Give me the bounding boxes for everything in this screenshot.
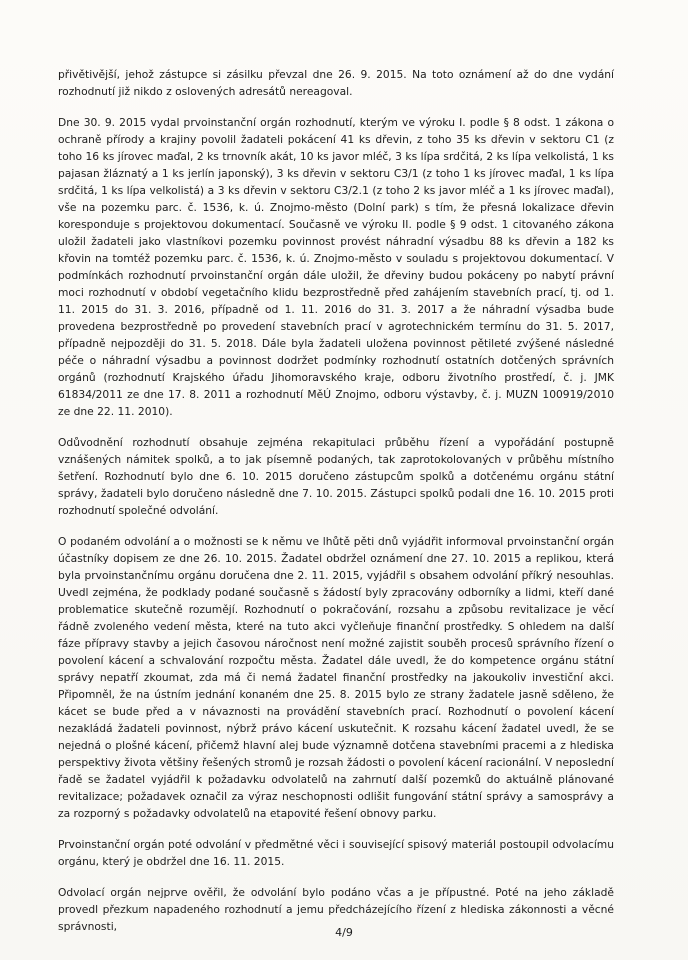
paragraph-2: Dne 30. 9. 2015 vydal prvoinstanční orgán rozhodnutí, kterým ve výroku I. podle § 8 odst. 1 zákona o ochraně přírody a krajiny povolil žadateli pokácení 41 ks dřevin, z toho 35 ks dřevin v sektoru C1 (z toho 16 ks jírovec maďal, 2 ks trnovník akát, 10 ks javor mléč, 3 ks lípa srdčitá, 2 ks lípa velkolistá, 1 ks pajasan žláznatý a 1 ks jerlín japonský), 3 ks dřevin v sektoru C3/1 (z toho 1 ks jírovec maďal, 1 ks lípa srdčitá, 1 ks lípa velkolistá) a 3 ks dřevin v sektoru C3/2.1 (z toho 2 ks javor mléč a 1 ks jírovec maďal), vše na pozemku parc. č. 1536, k. ú. Znojmo-město (Dolní park) s tím, že přesná lokalizace dřevin koresponduje s projektovou dokumentací. Současně ve výroku II. podle § 9 odst. 1 citovaného zákona uložil žadateli jako vlastníkovi pozemku povinnost provést náhradní výsadbu 88 ks dřevin a 182 ks křovin na tomtéž pozemku parc. č. 1536, k. ú. Znojmo-město v souladu s projektovou dokumentací. V podmínkách rozhodnutí prvoinstanční orgán dále uložil, že dřeviny budou pokáceny po nabytí právní moci rozhodnutí v období vegetačního klidu bezprostředně před zahájením stavebních prací, tj. od 1. 11. 2015 do 31. 3. 2016, případně od 1. 11. 2016 do 31. 3. 2017 a že náhradní výsadba bude provedena bezprostředně po provedení stavebních prací v agrotechnickém termínu do 31. 5. 2017, případně nejpozději do 31. 5. 2018. Dále byla žadateli uložena povinnost pětileté zvýšené následné péče o náhradní výsadbu a povinnost dodržet podmínky rozhodnutí ostatních dotčených správních orgánů (rozhodnutí Krajského úřadu Jihomoravského kraje, odboru životního prostředí, č. j. JMK 61834/2011 ze dne 17. 8. 2011 a rozhodnutí MěÚ Znojmo, odboru výstavby, č. j. MUZN 100919/2010 ze dne 22. 11. 2010). [58,116,614,418]
paragraph-6: Odvolací orgán nejprve ověřil, že odvolání bylo podáno včas a je přípustné. Poté na jeho základě provedl přezkum napadeného rozhodnutí a jemu předcházejícího řízení z hlediska zákonnosti a věcné správnosti, [58,886,614,933]
page-number: 4/9 [335,926,353,939]
paragraph-5: Prvoinstanční orgán poté odvolání v předmětné věci i související spisový materiál postoupil odvolacímu orgánu, který je obdržel dne 16. 11. 2015. [58,838,614,868]
paragraph-4: O podaném odvolání a o možnosti se k němu ve lhůtě pěti dnů vyjádřit informoval prvoinstanční orgán účastníky dopisem ze dne 26. 10. 2015. Žadatel obdržel oznámení dne 27. 10. 2015 a replikou, která byla prvoinstančnímu orgánu doručena dne 2. 11. 2015, vyjádřil s obsahem odvolání příkrý nesouhlas. Uvedl zejména, že podklady podané současně s žádostí byly zpracovány odborníky a lidmi, kteří dané problematice skutečně rozumějí. Rozhodnutí o pokračování, rozsahu a způsobu revitalizace je věcí řádně zvoleného vedení města, které na tuto akci vyčleňuje finanční prostředky. S ohledem na další fáze přípravy stavby a jejich časovou náročnost není možné zajistit souběh procesů správního řízení o povolení kácení a schvalování rozpočtu města. Žadatel dále uvedl, že do kompetence orgánu státní správy nepatří zkoumat, zda má či nemá žadatel finanční prostředky na jakoukoliv investiční akci. Připomněl, že na ústním jednání konaném dne 25. 8. 2015 bylo ze strany žadatele jasně sděleno, že kácet se bude před a v návaznosti na provádění stavebních prací. Rozhodnutí o povolení kácení nezakládá žadateli povinnost, nýbrž právo kácení uskutečnit. K rozsahu kácení žadatel uvedl, že se nejedná o plošné kácení, přičemž hlavní alej bude významně dotčena stavebními pracemi a z hlediska perspektivy života většiny řešených stromů je rozsah žádosti o povolení kácení racionální. V neposlední řadě se žadatel vyjádřil k požadavku odvolatelů na zahrnutí další pozemků do aktuálně plánované revitalizace; požadavek označil za výraz neschopnosti odlišit fungování státní správy a samosprávy a za rozporný s požadavky odvolatelů na etapovité řešení obnovy parku. [58,535,614,820]
paragraph-3: Odůvodnění rozhodnutí obsahuje zejména rekapitulaci průběhu řízení a vypořádání postupně vznášených námitek spolků, a to jak písemně podaných, tak zaprotokolovaných v průběhu místního šetření. Rozhodnutí bylo dne 6. 10. 2015 doručeno zástupcům spolků a dotčenému orgánu státní správy, žadateli bylo doručeno následně dne 7. 10. 2015. Zástupci spolků podali dne 16. 10. 2015 proti rozhodnutí společné odvolání. [58,436,614,517]
document-body [58,66,614,949]
paragraph-1: přivětivější, jehož zástupce si zásilku převzal dne 26. 9. 2015. Na toto oznámení až do dne vydání rozhodnutí již nikdo z oslovených adresátů nereagoval. [58,68,614,98]
